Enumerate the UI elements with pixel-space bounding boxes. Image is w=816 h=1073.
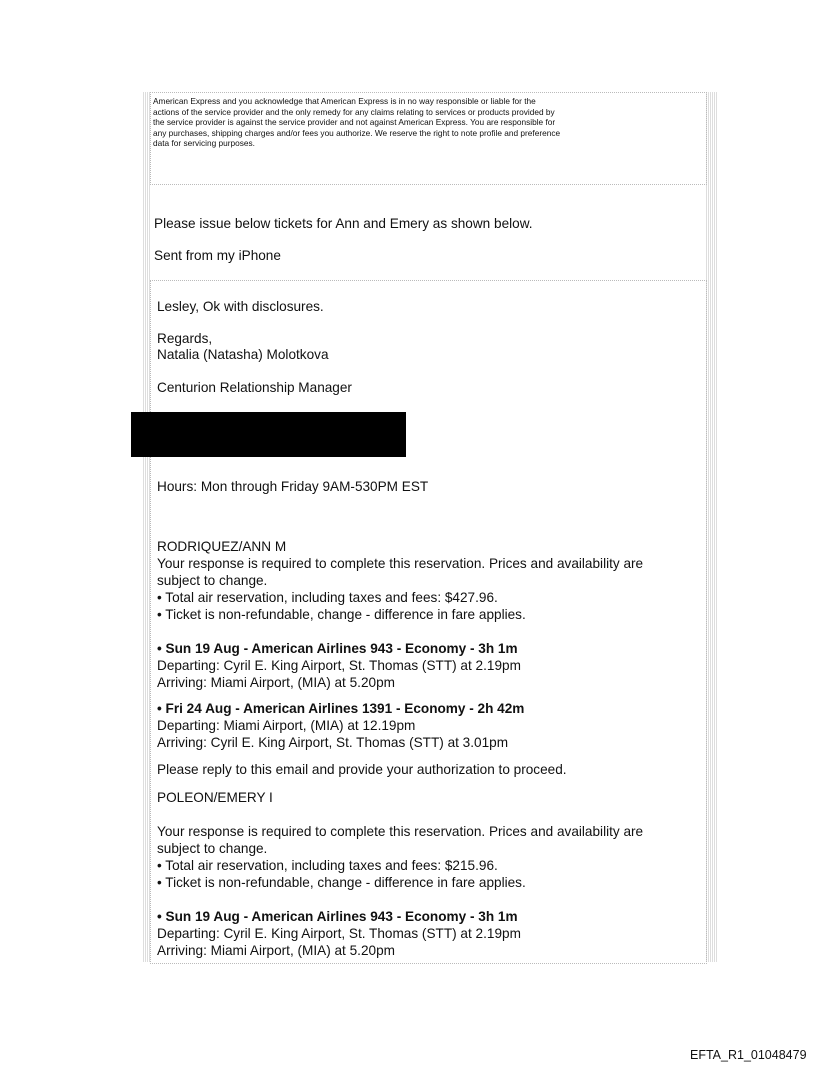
detail-line: • Ticket is non-refundable, change - difference in fare applies. — [157, 875, 526, 890]
detail-line: • Total air reservation, including taxes and fees: $215.96. — [157, 858, 498, 873]
document-id: EFTA_R1_01048479 — [690, 1048, 807, 1062]
hours: Hours: Mon through Friday 9AM-530PM EST — [157, 479, 429, 494]
redaction-block — [131, 412, 406, 457]
detail-line: Arriving: Cyril E. King Airport, St. Thomas (STT) at 3.01pm — [157, 735, 509, 750]
detail-line: Your response is required to complete this reservation. Prices and availability are — [157, 824, 644, 839]
left-border — [143, 92, 150, 962]
sender-title: Centurion Relationship Manager — [157, 380, 352, 395]
detail-line: subject to change. — [157, 841, 268, 856]
detail-line: RODRIQUEZ/ANN M — [157, 539, 287, 554]
detail-line: POLEON/EMERY I — [157, 790, 273, 805]
detail-line: Departing: Cyril E. King Airport, St. Thomas (STT) at 2.19pm — [157, 926, 521, 941]
detail-line: Arriving: Miami Airport, (MIA) at 5.20pm — [157, 943, 395, 958]
detail-line: • Fri 24 Aug - American Airlines 1391 - Economy - 2h 42m — [157, 701, 525, 716]
sent-from: Sent from my iPhone — [154, 248, 281, 263]
detail-line: Please reply to this email and provide your authorization to proceed. — [157, 762, 567, 777]
greeting: Lesley, Ok with disclosures. — [157, 299, 324, 314]
detail-line: Arriving: Miami Airport, (MIA) at 5.20pm — [157, 675, 395, 690]
sender-name: Natalia (Natasha) Molotkova — [157, 347, 329, 362]
detail-line: • Ticket is non-refundable, change - difference in fare applies. — [157, 607, 526, 622]
regards: Regards, — [157, 331, 213, 346]
detail-line: Your response is required to complete this reservation. Prices and availability are — [157, 556, 644, 571]
disclaimer-text: American Express and you acknowledge that American Express is in no way responsible or liable for the actions of the service provider and the only remedy for any claims relating to services or products provided by the service provider is against the service provider and not against American Express. You are responsible for any purchases, shipping charges and/or fees you authorize. We reserve the right to note profile and preference data for servicing purposes. — [153, 96, 561, 149]
right-border — [706, 92, 718, 962]
request-text: Please issue below tickets for Ann and Emery as shown below. — [154, 216, 533, 231]
detail-line: • Total air reservation, including taxes and fees: $427.96. — [157, 590, 498, 605]
detail-line: • Sun 19 Aug - American Airlines 943 - Economy - 3h 1m — [157, 909, 518, 924]
detail-line: • Sun 19 Aug - American Airlines 943 - Economy - 3h 1m — [157, 641, 518, 656]
detail-line: subject to change. — [157, 573, 268, 588]
detail-line: Departing: Miami Airport, (MIA) at 12.19pm — [157, 718, 416, 733]
detail-line: Departing: Cyril E. King Airport, St. Thomas (STT) at 2.19pm — [157, 658, 521, 673]
